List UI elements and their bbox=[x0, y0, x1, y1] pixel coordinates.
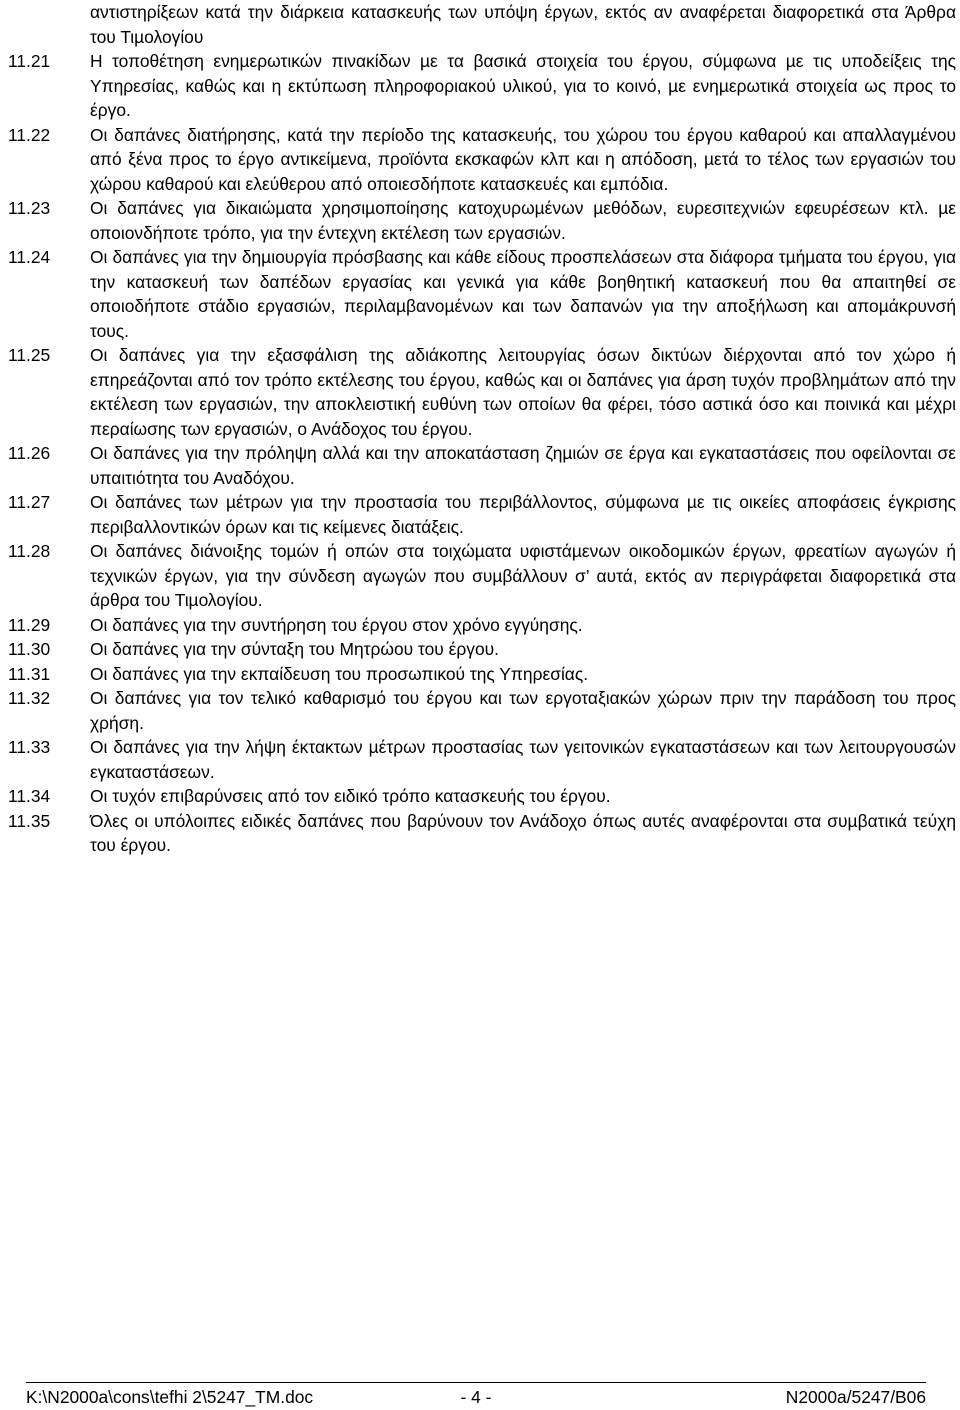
item-text: Όλες οι υπόλοιπες ειδικές δαπάνες που βαρύνουν τον Ανάδοχο όπως αυτές αναφέρονται στα συµβατικά τεύχη του έργου. bbox=[90, 810, 956, 855]
item-text: Οι δαπάνες για την λήψη έκτακτων µέτρων προστασίας των γειτονικών εγκαταστάσεων και των λειτουργουσών εγκαταστάσεων. bbox=[90, 737, 956, 782]
item-number: 11.27 bbox=[8, 492, 51, 512]
item-text: Η τοποθέτηση ενηµερωτικών πινακίδων µε τα βασικά στοιχεία του έργου, σύµφωνα µε τις υποδείξεις της Υπηρεσίας, καθώς και η εκτύπωση πληροφοριακού υλικού, για το κοινό, µε ενηµερωτικά στοιχεία ως προς το έργο. bbox=[90, 51, 956, 120]
item-number: 11.35 bbox=[8, 810, 51, 831]
item-text: Οι δαπάνες για την εκπαίδευση του προσωπικού της Υπηρεσίας. bbox=[90, 663, 589, 684]
item-number: 11.22 bbox=[8, 124, 51, 145]
item-number: 11.28 bbox=[8, 541, 51, 561]
footer-page-number: - 4 - bbox=[460, 1387, 492, 1407]
list-item bbox=[8, 662, 956, 687]
item-number: 11.32 bbox=[8, 688, 51, 708]
item-number: 11.33 bbox=[8, 737, 51, 757]
item-number: 11.29 bbox=[8, 614, 51, 635]
item-text: αντιστηρίξεων κατά την διάρκεια κατασκευής των υπόψη έργων, εκτός αν αναφέρεται διαφορετικά στα Άρθρα του Τιµολογίου bbox=[90, 2, 956, 47]
item-number: 11.31 bbox=[8, 663, 51, 684]
item-number: 11.25 bbox=[8, 345, 51, 365]
list-item bbox=[8, 123, 956, 197]
list-item bbox=[8, 784, 956, 809]
item-number: 11.34 bbox=[8, 786, 51, 806]
item-number: 11.23 bbox=[8, 198, 51, 218]
footer-file-path: K:\N2000a\cons\tefhi 2\5247_TM.doc bbox=[26, 1387, 314, 1407]
list-item bbox=[8, 245, 956, 343]
list-item bbox=[8, 637, 956, 662]
item-number: 11.30 bbox=[8, 639, 51, 659]
item-text: Οι δαπάνες για δικαιώµατα χρησιµοποίησης κατοχυρωµένων µεθόδων, ευρεσιτεχνιών εφευρέσεων κτλ. µε οποιονδήποτε τρόπο, για την έντεχνη εκτέλεση των εργασιών. bbox=[90, 198, 956, 243]
item-text: Οι δαπάνες για την εξασφάλιση της αδιάκοπης λειτουργίας όσων δικτύων διέρχονται από τον χώρο ή επηρεάζονται από τον τρόπο εκτέλεσης του έργου, καθώς και οι δαπάνες για άρση τυχόν προβληµάτων από την εκτέλεση των εργασιών, την αποκλειστική ευθύνη των οποίων θα φέρει, τόσο αστικά όσο και ποινικά και µέχρι περαίωσης των εργασιών, ο Ανάδοχος του έργου. bbox=[90, 345, 956, 439]
item-text: Οι δαπάνες διατήρησης, κατά την περίοδο της κατασκευής, του χώρου του έργου καθαρού και απαλλαγµένου από ξένα προς το έργο αντικείµενα, προϊόντα εκσκαφών κλπ και η απόδοση, µετά το τέλος των εργασιών του χώρου καθαρού και ελεύθερου από οποιεσδήποτε κατασκευές και εµπόδια. bbox=[90, 124, 956, 194]
item-text: Οι δαπάνες για την πρόληψη αλλά και την αποκατάσταση ζηµιών σε έργα και εγκαταστάσεις που οφείλονται σε υπαιτιότητα του Αναδόχου. bbox=[90, 443, 956, 488]
list-item bbox=[8, 613, 956, 638]
list-item bbox=[8, 0, 956, 49]
list-item bbox=[8, 490, 956, 539]
item-number: 11.26 bbox=[8, 443, 51, 463]
list-item bbox=[8, 343, 956, 441]
item-text: Οι δαπάνες για τον τελικό καθαρισµό του έργου και των εργοταξιακών χώρων πριν την παράδοση του προς χρήση. bbox=[90, 688, 956, 733]
page-footer bbox=[26, 1382, 926, 1409]
list-item bbox=[8, 809, 956, 858]
list-item bbox=[8, 49, 956, 123]
item-text: Οι δαπάνες των µέτρων για την προστασία του περιβάλλοντος, σύµφωνα µε τις οικείες αποφάσεις έγκρισης περιβαλλοντικών όρων και τις κείµενες διατάξεις. bbox=[90, 492, 956, 537]
document-body bbox=[8, 0, 956, 858]
list-item bbox=[8, 196, 956, 245]
item-text: Οι δαπάνες διάνοιξης τοµών ή οπών στα τοιχώµατα υφιστάµενων οικοδοµικών έργων, φρεατίων αγωγών ή τεχνικών έργων, για την σύνδεση αγωγών που συµβάλλουν σ’ αυτά, εκτός αν περιγράφεται διαφορετικά στα άρθρα του Τιµολογίου. bbox=[90, 541, 956, 610]
footer-doc-code: N2000a/5247/B06 bbox=[785, 1387, 926, 1407]
item-text: Οι δαπάνες για την συντήρηση του έργου στον χρόνο εγγύησης. bbox=[90, 614, 583, 635]
list-item bbox=[8, 686, 956, 735]
item-number: 11.21 bbox=[8, 51, 51, 71]
item-text: Οι δαπάνες για την δηµιουργία πρόσβασης και κάθε είδους προσπελάσεων στα διάφορα τµήµατα του έργου, για την κατασκευή των δαπέδων εργασίας και γενικά για κάθε βοηθητική κατασκευή που θα απαιτηθεί σε οποιοδήποτε στάδιο εργασιών, περιλαµβανοµένων και των δαπανών για την αποξήλωση και αποµάκρυνσή τους. bbox=[90, 247, 956, 341]
item-text: Οι δαπάνες για την σύνταξη του Μητρώου του έργου. bbox=[90, 639, 499, 659]
item-number: 11.24 bbox=[8, 247, 51, 267]
list-item bbox=[8, 735, 956, 784]
list-item bbox=[8, 539, 956, 613]
item-text: Οι τυχόν επιβαρύνσεις από τον ειδικό τρόπο κατασκευής του έργου. bbox=[90, 786, 611, 806]
list-item bbox=[8, 441, 956, 490]
